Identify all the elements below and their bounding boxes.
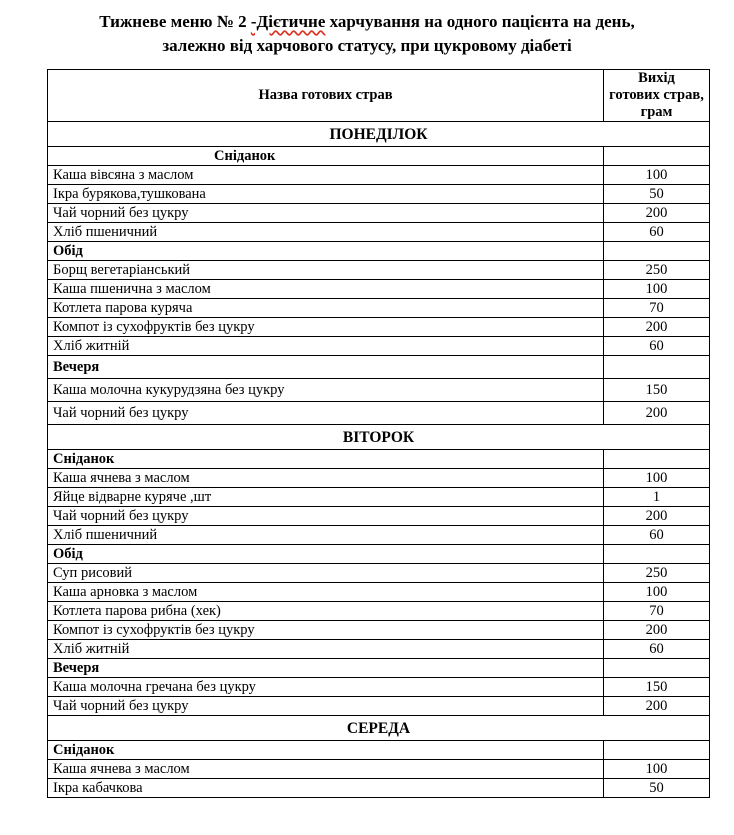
document-title [0,10,734,58]
meal-row [48,450,710,469]
table-row [48,583,710,602]
title-line-2: залежно від харчового статусу, при цукровому діабеті [162,36,572,55]
dish-output-grams: 200 [604,318,710,337]
table-row [48,299,710,318]
dish-name: Каша вівсяна з маслом [48,166,604,185]
table-row [48,337,710,356]
table-row [48,280,710,299]
dish-output-grams: 60 [604,640,710,659]
dish-name: Ікра кабачкова [48,779,604,798]
table-row [48,488,710,507]
dish-name: Суп рисовий [48,564,604,583]
dish-output-grams: 200 [604,204,710,223]
dish-name: Каша арновка з маслом [48,583,604,602]
table-row [48,507,710,526]
table-row [48,564,710,583]
dish-output-grams: 200 [604,402,710,425]
dish-name: Котлета парова рибна (хек) [48,602,604,621]
meal-label: Сніданок [48,147,604,166]
meal-row [48,242,710,261]
menu-table [47,69,710,798]
table-row [48,379,710,402]
dish-output-grams: 50 [604,779,710,798]
dish-name: Хліб пшеничний [48,223,604,242]
meal-label: Вечеря [48,356,604,379]
meal-value-cell [604,356,710,379]
dish-name: Хліб пшеничний [48,526,604,545]
dish-name: Каша молочна гречана без цукру [48,678,604,697]
dish-name: Борщ вегетаріанський [48,261,604,280]
header-dish-name: Назва готових страв [48,70,604,122]
dish-name: Яйце відварне куряче ,шт [48,488,604,507]
table-row [48,678,710,697]
meal-value-cell [604,545,710,564]
title-line-1-start: Тижневе меню № 2 [99,12,251,31]
meal-value-cell [604,659,710,678]
table-row [48,402,710,425]
dish-name: Котлета парова куряча [48,299,604,318]
table-row [48,621,710,640]
dish-name: Компот із сухофруктів без цукру [48,318,604,337]
dish-output-grams: 200 [604,621,710,640]
dish-output-grams: 200 [604,507,710,526]
meal-label: Обід [48,242,604,261]
day-label: СЕРЕДА [48,716,710,741]
meal-value-cell [604,242,710,261]
dish-output-grams: 100 [604,280,710,299]
day-row [48,716,710,741]
dish-name: Компот із сухофруктів без цукру [48,621,604,640]
meal-row [48,356,710,379]
dish-output-grams: 250 [604,564,710,583]
dish-name: Каша ячнева з маслом [48,760,604,779]
dish-name: Чай чорний без цукру [48,507,604,526]
dish-output-grams: 100 [604,166,710,185]
table-row [48,261,710,280]
day-label: ПОНЕДІЛОК [48,122,710,147]
day-label: ВІТОРОК [48,425,710,450]
meal-label: Сніданок [48,741,604,760]
table-row [48,223,710,242]
dish-output-grams: 70 [604,299,710,318]
dish-output-grams: 70 [604,602,710,621]
dish-output-grams: 100 [604,469,710,488]
dish-output-grams: 250 [604,261,710,280]
header-output [604,70,710,122]
meal-row [48,741,710,760]
header-output-line-2: готових страв, грам [609,87,704,120]
table-row [48,469,710,488]
title-line-1-flagged: -Дієтичне [250,12,326,31]
dish-name: Чай чорний без цукру [48,204,604,223]
day-row [48,425,710,450]
dish-name: Хліб житній [48,337,604,356]
dish-output-grams: 200 [604,697,710,716]
dish-output-grams: 60 [604,223,710,242]
meal-row [48,659,710,678]
meal-value-cell [604,147,710,166]
table-row [48,697,710,716]
dish-name: Каша ячнева з маслом [48,469,604,488]
table-row [48,166,710,185]
meal-label: Обід [48,545,604,564]
table-row [48,185,710,204]
dish-output-grams: 60 [604,526,710,545]
title-line-1-end: харчування на одного пацієнта на день, [325,12,635,31]
dish-name: Чай чорний без цукру [48,697,604,716]
meal-row [48,147,710,166]
dish-output-grams: 1 [604,488,710,507]
meal-value-cell [604,741,710,760]
title-line-1 [0,10,734,34]
dish-output-grams: 150 [604,379,710,402]
table-row [48,318,710,337]
table-row [48,640,710,659]
table-row [48,779,710,798]
meal-row [48,545,710,564]
dish-name: Чай чорний без цукру [48,402,604,425]
table-row [48,760,710,779]
table-row [48,204,710,223]
dish-name: Каша молочна кукурудзяна без цукру [48,379,604,402]
dish-name: Каша пшенична з маслом [48,280,604,299]
header-output-line-1: Вихід [638,70,675,86]
day-row [48,122,710,147]
dish-output-grams: 150 [604,678,710,697]
meal-label: Сніданок [48,450,604,469]
dish-name: Ікра бурякова,тушкована [48,185,604,204]
table-row [48,602,710,621]
meal-value-cell [604,450,710,469]
table-row [48,526,710,545]
dish-name: Хліб житній [48,640,604,659]
dish-output-grams: 60 [604,337,710,356]
dish-output-grams: 100 [604,760,710,779]
table-header-row [48,70,710,122]
dish-output-grams: 50 [604,185,710,204]
meal-label: Вечеря [48,659,604,678]
dish-output-grams: 100 [604,583,710,602]
